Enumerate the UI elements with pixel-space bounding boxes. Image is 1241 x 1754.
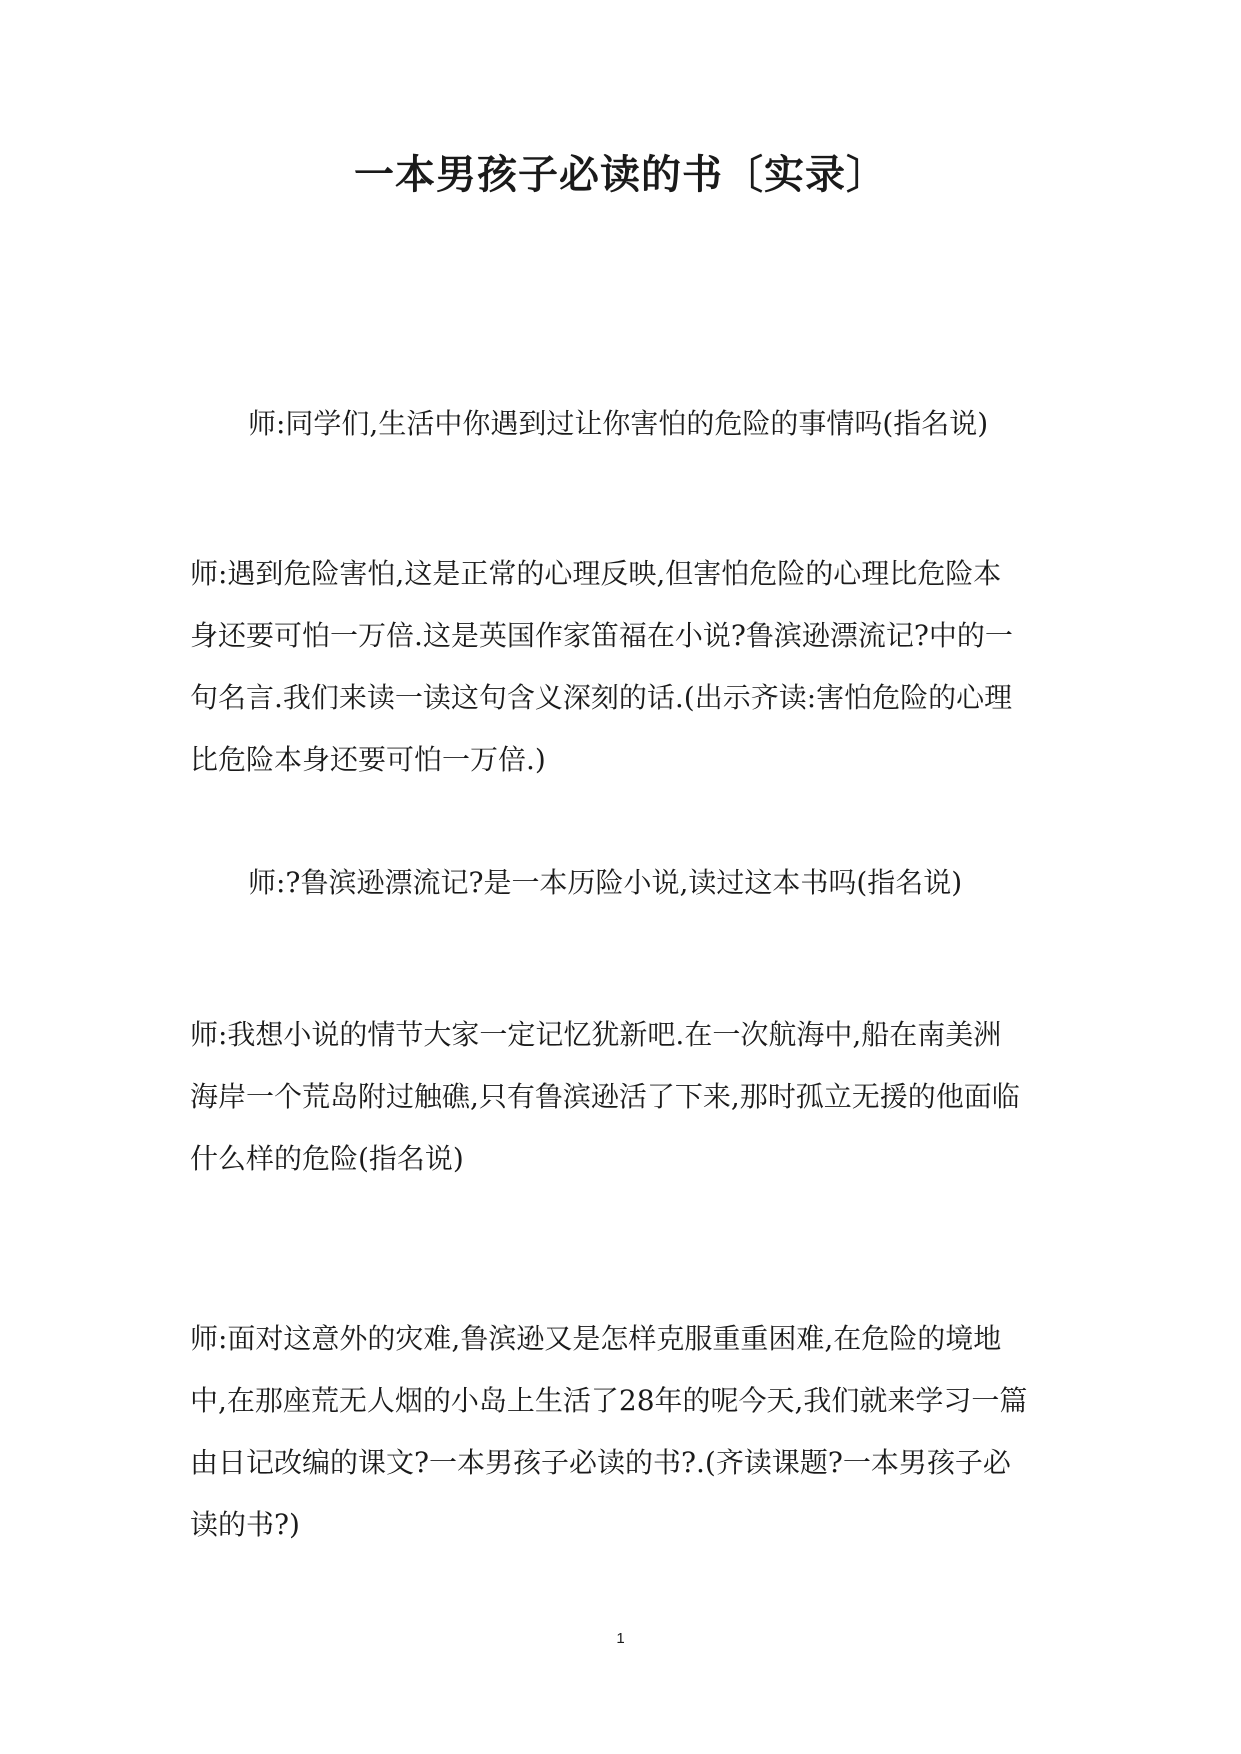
text-line: 师:我想小说的情节大家一定记忆犹新吧.在一次航海中,船在南美洲 (190, 1018, 1002, 1051)
text-line: 师:同学们,生活中你遇到过让你害怕的危险的事情吗(指名说) (248, 407, 989, 440)
paragraph-4 (190, 1004, 1060, 1190)
paragraph-1 (190, 393, 1118, 455)
text-line: 由日记改编的课文?一本男孩子必读的书?.(齐读课题?一本男孩子必 (190, 1446, 1011, 1479)
text-line: 师:面对这意外的灾难,鲁滨逊又是怎样克服重重困难,在危险的境地 (190, 1322, 1002, 1355)
text-line: 身还要可怕一万倍.这是英国作家笛福在小说?鲁滨逊漂流记?中的一 (190, 619, 1013, 652)
paragraph-3 (190, 852, 1118, 914)
text-line: 海岸一个荒岛附过触礁,只有鲁滨逊活了下来,那时孤立无援的他面临 (190, 1080, 1020, 1113)
text-line: 师:?鲁滨逊漂流记?是一本历险小说,读过这本书吗(指名说) (248, 866, 963, 899)
text-line: 比危险本身还要可怕一万倍.) (190, 743, 546, 776)
paragraph-5 (190, 1308, 1060, 1556)
page-number: 1 (616, 1630, 625, 1647)
paragraph-2 (190, 543, 1060, 791)
text-line: 什么样的危险(指名说) (190, 1142, 464, 1175)
document-title: 一本男孩子必读的书〔实录〕 (354, 151, 887, 198)
text-line: 师:遇到危险害怕,这是正常的心理反映,但害怕危险的心理比危险本 (190, 557, 1002, 590)
text-line: 中,在那座荒无人烟的小岛上生活了28年的呢今天,我们就来学习一篇 (190, 1384, 1028, 1417)
text-line: 读的书?) (190, 1508, 300, 1541)
text-line: 句名言.我们来读一读这句含义深刻的话.(出示齐读:害怕危险的心理 (190, 681, 1013, 714)
